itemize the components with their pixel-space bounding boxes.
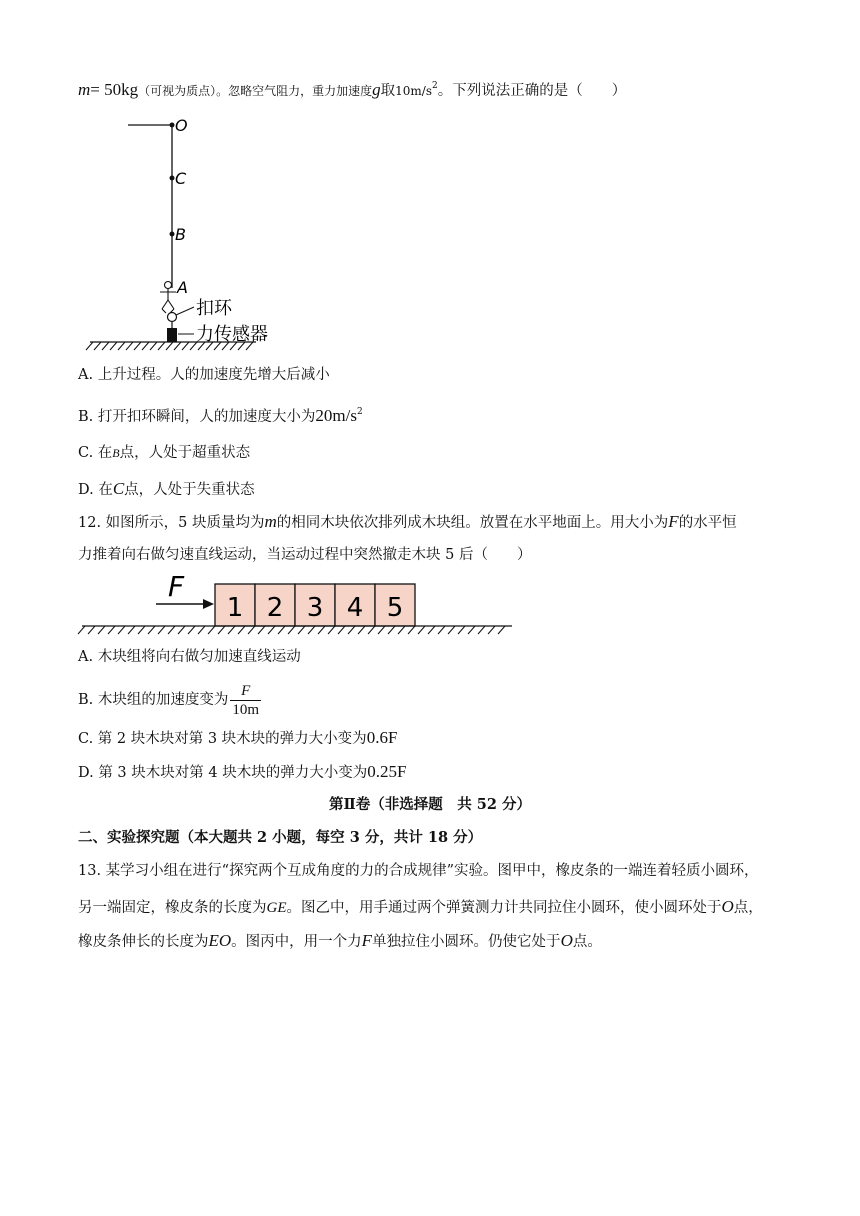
q13-O2-var: O: [560, 931, 573, 950]
q12-stem-line2: 力推着向右做匀速直线运动，当运动过程中突然撤走木块 5 后（ ）: [78, 547, 532, 563]
q11-m-var: m: [78, 80, 91, 99]
q12-option-d: [78, 762, 406, 782]
q12-option-b: [78, 682, 261, 719]
q12-option-c-value: 0.6F: [366, 728, 398, 747]
q12-m-var: m: [264, 512, 277, 531]
fraction-numerator: F: [230, 682, 261, 701]
q11-option-c-post: 点，人处于超重状态: [119, 445, 251, 461]
q13-line3-c: 单独拉住小圆环。仍使它处于: [372, 934, 561, 950]
q12-option-c-text: C. 第 2 块木块对第 3 块木块的弹力大小变为: [78, 731, 367, 747]
block-label-4: 4: [346, 593, 364, 623]
q13-line1: 13. 某学习小组在进行“探究两个互成角度的力的合成规律”实验。图甲中，橡皮条的一端连着轻质小圆环，: [78, 863, 759, 879]
fraction-denominator: 10m: [232, 702, 260, 718]
block-group: [215, 584, 415, 626]
q13-line3-a: 橡皮条伸长的长度为: [78, 934, 209, 950]
q13-EO-var: EO: [208, 931, 232, 950]
q11-g-value: 10m/s: [395, 84, 432, 98]
q12-option-d-text: D. 第 3 块木块对第 4 块木块的弹力大小变为: [78, 765, 368, 781]
q13-O-var: O: [721, 897, 734, 916]
q13-line2-c: 点，: [733, 900, 763, 916]
q11-option-c-var: B: [112, 446, 120, 460]
q11-stem-text1: （可视为质点）。忽略空气阻力，重力加速度: [138, 84, 373, 98]
q11-g-var: g: [372, 80, 381, 99]
q12-stem-c: 的水平恒: [678, 515, 737, 531]
q11-option-b-value: 20m/s: [315, 406, 357, 425]
label-buckle: 扣环: [196, 298, 232, 319]
q11-option-c-pre: C. 在: [78, 445, 113, 461]
q12-F-var: F: [668, 512, 679, 531]
q13-line2-b: 。图乙中，用手通过两个弹簧测力计共同拉住小圆环，使小圆环处于: [286, 900, 722, 916]
ground-q12: [78, 626, 512, 634]
q11-g-exponent: 2: [432, 81, 438, 91]
section-heading: 二、实验探究题（本大题共 2 小题，每空 3 分，共计 18 分）: [78, 829, 483, 846]
q11-option-b-exponent: 2: [356, 407, 363, 417]
q11-mass-value: = 50kg: [90, 80, 139, 99]
label-B: B: [175, 225, 186, 244]
q12-option-b-fraction: [230, 682, 261, 719]
q11-option-d-post: 点，人处于失重状态: [124, 482, 255, 498]
q13-line3-b: 。图丙中，用一个力: [231, 934, 362, 950]
q12-option-c: [78, 728, 397, 748]
q13-GE-var: GE: [266, 900, 287, 916]
force-arrowhead: [203, 599, 214, 609]
q13-F-var: F: [361, 931, 373, 950]
part2-title: 第Ⅱ卷（非选择题 共 52 分）: [329, 796, 531, 813]
q11-option-b-text: B. 打开扣环瞬间，人的加速度大小为: [78, 409, 316, 425]
label-C: C: [175, 169, 187, 188]
q11-stem-text3: 。下列说法正确的是（ ）: [437, 83, 627, 99]
q12-option-a: A. 木块组将向右做匀加速直线运动: [78, 649, 301, 665]
q12-option-b-text: B. 木块组的加速度变为: [78, 691, 229, 708]
block-label-5: 5: [386, 593, 404, 623]
block-label-2: 2: [266, 593, 284, 623]
label-A: A: [177, 278, 188, 297]
q13-line3-d: 点。: [572, 934, 602, 950]
q11-option-a: A. 上升过程。人的加速度先增大后减小: [78, 367, 330, 383]
label-O: O: [175, 116, 188, 135]
block-label-3: 3: [306, 593, 324, 623]
q11-option-d-var: C: [112, 479, 125, 498]
label-sensor: 力传感器: [196, 324, 268, 345]
q11-stem-text2: 取: [380, 83, 396, 99]
q12-stem-b: 的相同木块依次排列成木块组。放置在水平地面上。用大小为: [276, 515, 669, 531]
q11-option-d-pre: D. 在: [78, 482, 113, 498]
q12-option-d-value: 0.25F: [367, 762, 407, 781]
q13-line2: [78, 897, 763, 917]
q13-line2-a: 另一端固定，橡皮条的长度为: [78, 900, 267, 916]
block-label-1: 1: [226, 593, 244, 623]
q13-line3: [78, 931, 602, 951]
force-label: F: [168, 570, 185, 603]
q12-stem-a: 12. 如图所示，5 块质量均为: [78, 515, 265, 531]
